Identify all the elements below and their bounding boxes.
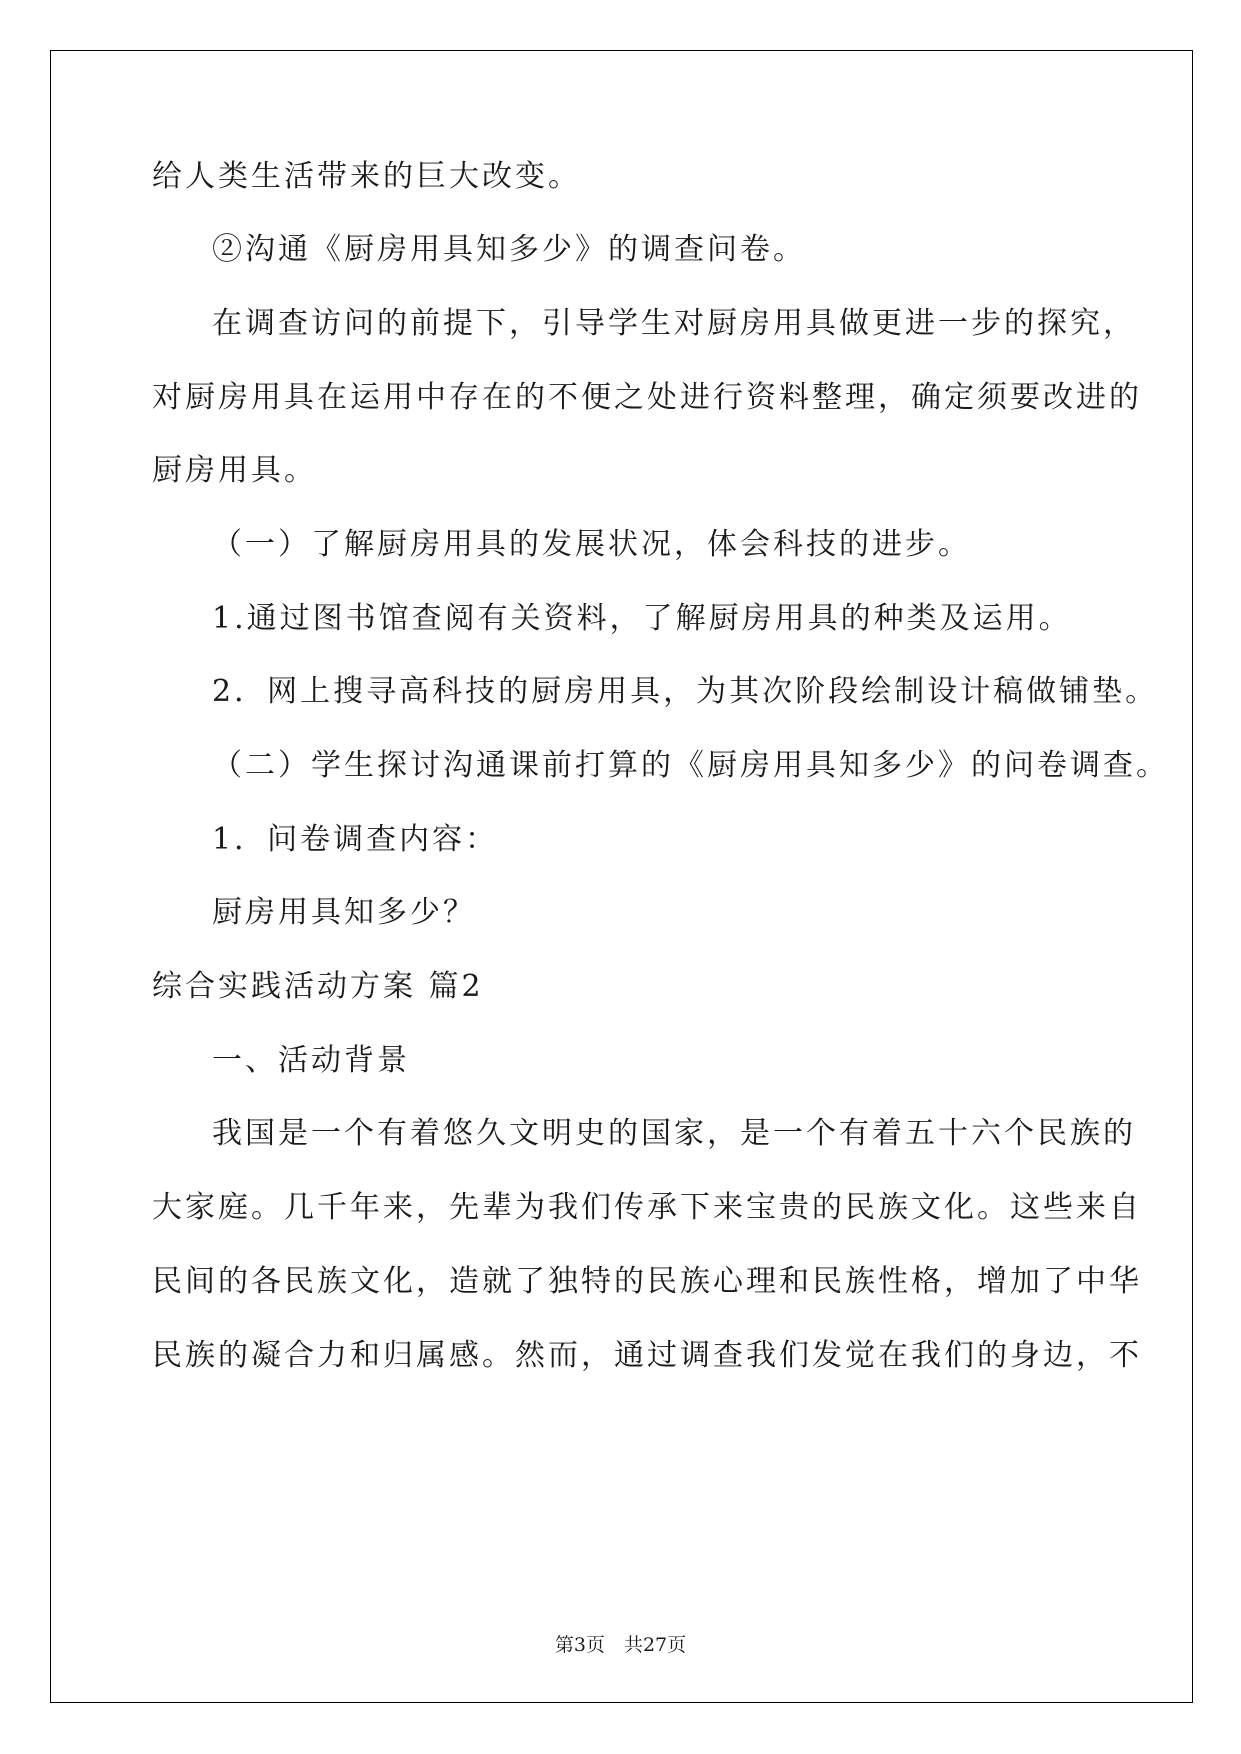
paragraph-line: 1.通过图书馆查阅有关资料，了解厨房用具的种类及运用。 — [212, 601, 1072, 636]
paragraph-line: 给人类生活带来的巨大改变。 — [152, 159, 581, 194]
paragraph-line: 大家庭。几千年来，先辈为我们传承下来宝贵的民族文化。这些来自 — [152, 1190, 1142, 1225]
paragraph-line: 2．网上搜寻高科技的厨房用具，为其次阶段绘制设计稿做铺垫。 — [212, 674, 1159, 709]
paragraph-line: 我国是一个有着悠久文明史的国家，是一个有着五十六个民族的 — [212, 1116, 1136, 1151]
paragraph-line: 在调查访问的前提下，引导学生对厨房用具做更进一步的探究， — [212, 306, 1136, 341]
page-border — [50, 50, 1193, 1703]
paragraph-line: 厨房用具。 — [152, 453, 317, 488]
subsection-heading: 一、活动背景 — [212, 1043, 410, 1078]
paragraph-line: 对厨房用具在运用中存在的不便之处进行资料整理，确定须要改进的 — [152, 380, 1142, 415]
paragraph-line: （二）学生探讨沟通课前打算的《厨房用具知多少》的问卷调查。 — [212, 748, 1169, 783]
paragraph-line: 厨房用具知多少？ — [212, 895, 476, 930]
paragraph-line: 1．问卷调查内容： — [212, 822, 499, 857]
section-heading: 综合实践活动方案 篇2 — [152, 969, 484, 1004]
paragraph-line: 民族的凝合力和归属感。然而，通过调查我们发觉在我们的身边，不 — [152, 1338, 1142, 1373]
page-number-footer: 第3页 共27页 — [554, 1634, 687, 1656]
paragraph-line: ②沟通《厨房用具知多少》的调查问卷。 — [212, 232, 806, 267]
paragraph-line: （一）了解厨房用具的发展状况，体会科技的进步。 — [212, 527, 971, 562]
paragraph-line: 民间的各民族文化，造就了独特的民族心理和民族性格，增加了中华 — [152, 1264, 1142, 1299]
